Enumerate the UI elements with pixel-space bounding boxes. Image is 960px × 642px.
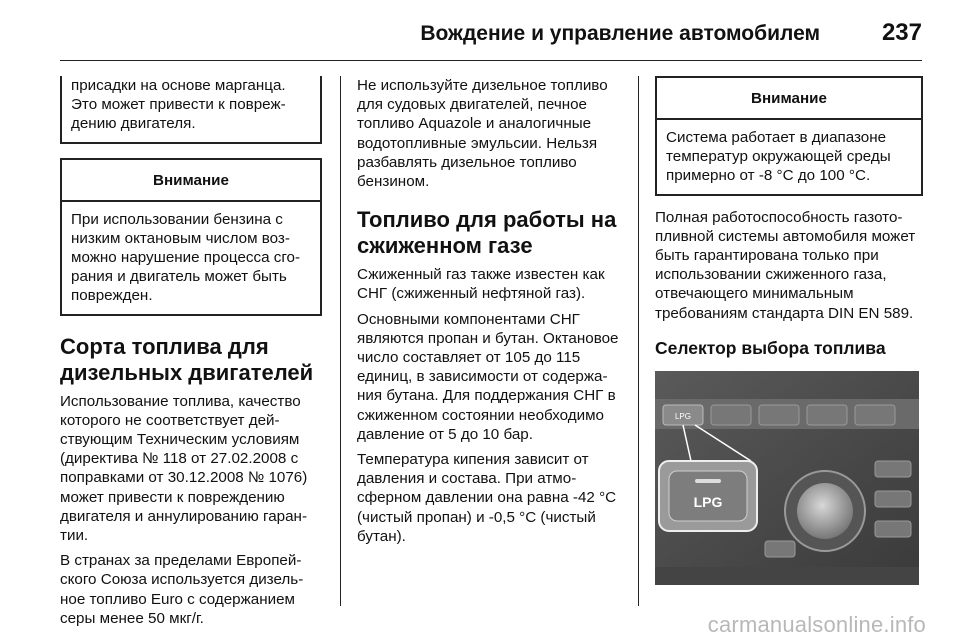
lpg-button-small-label: LPG [674, 411, 692, 421]
continued-warning-text: присадки на основе марганца. Это может привести к повреждению двигателя. [71, 77, 286, 133]
watermark: carmanualsonline.info [707, 612, 926, 637]
warning-box-title: Внимание [62, 160, 320, 202]
section-title-fuel-selector: Селектор выбора топлива [655, 337, 886, 358]
warning-box-title: Внимание [657, 78, 921, 120]
column-2 [357, 76, 623, 552]
warning-box-temperature [655, 76, 923, 196]
paragraph-diesel-euro: В странах за пределами Европейского Союза используется дизельное топливо Euro с содержанием серы менее 50 мкг/г. [60, 552, 304, 627]
paragraph-lpg-components: Основными компонентами СНГ являются пропан и бутан. Октановое число составляет от 105 до 115 единиц, в зависимости от содержания бутана. Для поддержания СНГ в сжиженном состоянии необходимо давление от 5 до 10 бар. [357, 310, 619, 443]
column-divider-2 [638, 76, 639, 606]
continued-warning-box [60, 76, 322, 144]
column-3 [655, 76, 923, 585]
lpg-button-large-label: LPG [693, 493, 723, 510]
fuel-selector-photo [655, 371, 919, 585]
section-title-diesel: Сорта топлива для дизельных двигателей [60, 333, 314, 385]
paragraph-diesel-quality: Использование топлива, качество которого не соответствует действующим Техническим условиям (директива № 118 от 27.02.2008 с поправками от 30.12.2008 № 1076) может привести к повреждению двигателя и аннулированию гарантии. [60, 392, 308, 545]
paragraph-lpg-boiling: Температура кипения зависит от давления и состава. При атмосферном давлении она равна -42 °C (чистый пропан) и -0,5 °C (чистый бутан). [357, 451, 617, 545]
page-header-title: Вождение и управление автомобилем [420, 22, 820, 45]
paragraph-lpg-requirements: Полная работоспособность газотопливной системы автомобиля может быть гарантирована только при использовании сжиженного газа, отвечающего минимальным требованиям стандарта DIN EN 589. [655, 208, 916, 322]
warning-box-gasoline [60, 158, 322, 316]
warning-box-text: Система работает в диапазоне температур окружающей среды примерно от -8 °C до 100 °C. [666, 129, 891, 185]
column-1 [60, 76, 322, 634]
paragraph-diesel-restrictions: Не используйте дизельное топливо для судовых двигателей, печное топливо Aquazole и аналогичные водотопливные эмульсии. Нельзя разбавлять дизельное топливо бензином. [357, 77, 608, 191]
page-number: 237 [881, 19, 922, 46]
column-divider-1 [340, 76, 341, 606]
paragraph-lpg-intro: Сжиженный газ также известен как СНГ (сжиженный нефтяной газ). [357, 266, 605, 303]
section-title-lpg: Топливо для работы на сжиженном газе [357, 207, 617, 259]
warning-box-text: При использовании бензина с низким октановым числом возможно нарушение процесса сгорания и двигатель может быть поврежден. [71, 210, 301, 305]
header-rule [60, 60, 922, 61]
